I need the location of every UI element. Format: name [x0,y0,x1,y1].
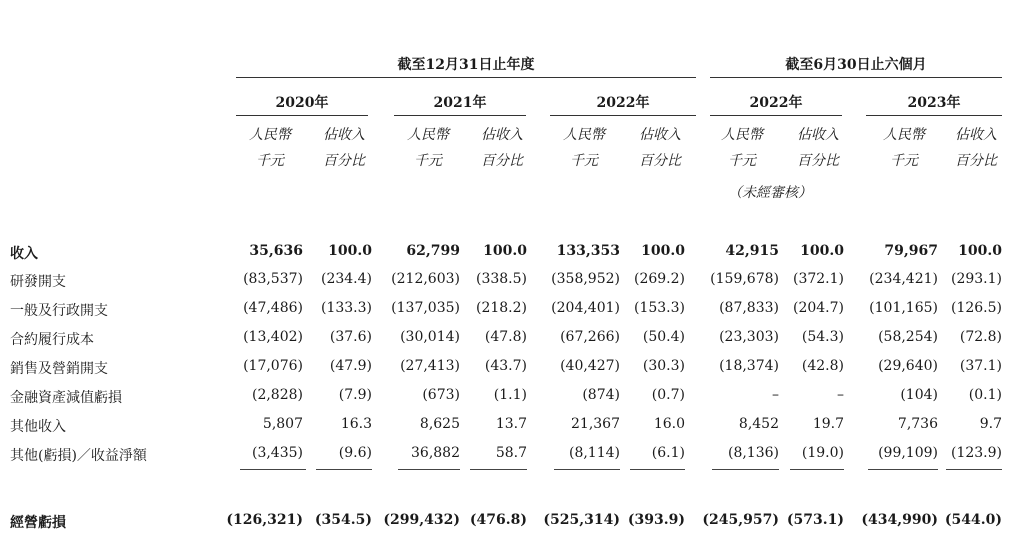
table-cell: (245,957) [702,512,779,528]
table-cell: 13.7 [495,416,527,432]
unit-pct-line2: 百分比 [955,153,997,169]
table-cell: (137,035) [391,300,460,316]
table-cell: (153.3) [633,300,685,316]
table-cell: (23,303) [719,329,779,345]
subtotal-rule [790,469,844,470]
table-cell: (7.9) [338,387,372,403]
table-cell: 35,636 [249,243,303,259]
table-cell: (18,374) [719,358,779,374]
table-cell: (87,833) [719,300,779,316]
unit-label-pct [304,122,384,174]
table-cell: (269.2) [633,271,685,287]
unit-pct-line1: 佔收入 [481,127,523,143]
table-cell: (299,432) [383,512,460,528]
table-cell: 8,452 [738,416,779,432]
table-cell: (72.8) [959,329,1002,345]
year-rule [394,115,526,116]
table-cell: – [837,387,844,403]
table-cell: (0.7) [651,387,685,403]
table-cell: (47.9) [329,358,372,374]
table-cell: (8,136) [727,445,779,461]
table-cell: 9.7 [979,416,1002,432]
unit-label-rmb [864,122,944,174]
table-cell: (13,402) [243,329,303,345]
unit-pct-line2: 百分比 [323,153,365,169]
table-cell: (234.4) [320,271,372,287]
unit-label-rmb [544,122,624,174]
table-cell: (2,828) [251,387,303,403]
table-cell: (1.1) [493,387,527,403]
period-header-six-months-rule [710,77,1002,78]
year-header: 2021年 [433,95,487,111]
table-cell: (47,486) [243,300,303,316]
unit-pct-line2: 百分比 [481,153,523,169]
row-label: 經營虧損 [10,515,66,531]
unit-rmb-line1: 人民幣 [563,127,605,143]
table-cell: 62,799 [406,243,460,259]
subtotal-rule [868,469,938,470]
unit-pct-line2: 百分比 [639,153,681,169]
row-label: 一般及行政開支 [10,303,108,319]
table-cell: (218.2) [475,300,527,316]
table-cell: (234,421) [869,271,938,287]
table-cell: (42.8) [801,358,844,374]
unit-label-rmb [702,122,782,174]
table-cell: (27,413) [400,358,460,374]
table-cell: (476.8) [469,512,527,528]
table-cell: (133.3) [320,300,372,316]
year-rule [550,115,696,116]
table-cell: 42,915 [725,243,779,259]
table-cell: (50.4) [642,329,685,345]
unit-pct-line1: 佔收入 [955,127,997,143]
table-cell: (54.3) [801,329,844,345]
table-cell: (123.9) [950,445,1002,461]
table-cell: (19.0) [801,445,844,461]
unit-rmb-line2: 千元 [890,153,918,169]
table-cell: 16.0 [653,416,685,432]
table-cell: (29,640) [878,358,938,374]
table-cell: (159,678) [710,271,779,287]
row-label: 金融資產減值虧損 [10,390,122,406]
year-header: 2022年 [596,95,650,111]
table-cell: (58,254) [878,329,938,345]
unit-pct-line1: 佔收入 [323,127,365,143]
table-cell: (30,014) [400,329,460,345]
table-cell: – [772,387,779,403]
table-cell: (126.5) [950,300,1002,316]
table-cell: (43.7) [484,358,527,374]
table-cell: 58.7 [495,445,527,461]
row-label: 研發開支 [10,274,66,290]
table-cell: 8,625 [419,416,460,432]
unit-rmb-line1: 人民幣 [883,127,925,143]
table-cell: (104) [900,387,938,403]
table-cell: (67,266) [560,329,620,345]
subtotal-rule [398,469,460,470]
table-cell: (83,537) [243,271,303,287]
unit-rmb-line2: 千元 [570,153,598,169]
unit-label-pct [936,122,1016,174]
table-cell: (8,114) [568,445,620,461]
unit-label-pct [462,122,542,174]
table-cell: (212,603) [391,271,460,287]
table-cell: (101,165) [869,300,938,316]
unit-rmb-line2: 千元 [256,153,284,169]
row-label: 合約履行成本 [10,332,94,348]
table-cell: 36,882 [411,445,460,461]
table-cell: (544.0) [944,512,1002,528]
table-cell: 133,353 [556,243,620,259]
table-cell: (358,952) [551,271,620,287]
row-label: 收入 [10,246,38,262]
period-header-six-months: 截至6月30日止六個月 [785,57,927,73]
subtotal-rule [554,469,620,470]
table-cell: (525,314) [543,512,620,528]
row-label: 其他(虧損)／收益淨額 [10,448,147,464]
table-cell: 100.0 [958,243,1002,259]
table-cell: 7,736 [897,416,938,432]
table-cell: (354.5) [314,512,372,528]
unit-pct-line2: 百分比 [797,153,839,169]
unit-rmb-line1: 人民幣 [249,127,291,143]
table-cell: (9.6) [338,445,372,461]
table-cell: 100.0 [483,243,527,259]
year-rule [710,115,842,116]
unit-pct-line1: 佔收入 [797,127,839,143]
year-rule [236,115,368,116]
subtotal-rule [316,469,372,470]
subtotal-rule [712,469,779,470]
unit-rmb-line2: 千元 [414,153,442,169]
subtotal-rule [240,469,306,470]
table-cell: (573.1) [786,512,844,528]
table-cell: (47.8) [484,329,527,345]
table-cell: 100.0 [800,243,844,259]
table-cell: 100.0 [328,243,372,259]
unit-label-rmb [230,122,310,174]
table-cell: (204,401) [551,300,620,316]
subtotal-rule [630,469,685,470]
table-cell: (17,076) [243,358,303,374]
table-cell: (99,109) [878,445,938,461]
unit-rmb-line1: 人民幣 [407,127,449,143]
table-cell: 5,807 [262,416,303,432]
year-rule [866,115,1002,116]
period-header-annual: 截至12月31日止年度 [397,57,535,73]
year-header: 2023年 [907,95,961,111]
year-header: 2022年 [749,95,803,111]
subtotal-rule [470,469,527,470]
table-cell: (0.1) [968,387,1002,403]
table-cell: 100.0 [641,243,685,259]
table-cell: (372.1) [792,271,844,287]
table-cell: 79,967 [884,243,938,259]
unit-label-pct [778,122,858,174]
unit-rmb-line2: 千元 [728,153,756,169]
row-label: 銷售及營銷開支 [10,361,108,377]
table-cell: (40,427) [560,358,620,374]
table-cell: (338.5) [475,271,527,287]
unit-pct-line1: 佔收入 [639,127,681,143]
table-cell: (37.6) [329,329,372,345]
table-cell: (673) [422,387,460,403]
row-label: 其他收入 [10,419,66,435]
unit-rmb-line1: 人民幣 [721,127,763,143]
table-cell: 21,367 [571,416,620,432]
unit-label-rmb [388,122,468,174]
table-cell: (393.9) [627,512,685,528]
table-cell: (6.1) [651,445,685,461]
table-cell: (3,435) [251,445,303,461]
period-header-annual-rule [236,77,696,78]
subtotal-rule [946,469,1002,470]
year-header: 2020年 [275,95,329,111]
table-cell: 16.3 [340,416,372,432]
table-cell: (874) [582,387,620,403]
unit-label-pct [620,122,700,174]
table-cell: (204.7) [792,300,844,316]
table-cell: (434,990) [861,512,938,528]
table-cell: (126,321) [226,512,303,528]
table-cell: (30.3) [642,358,685,374]
table-cell: (293.1) [950,271,1002,287]
unaudited-note: （未經審核） [728,185,812,201]
table-cell: (37.1) [959,358,1002,374]
table-cell: 19.7 [812,416,844,432]
